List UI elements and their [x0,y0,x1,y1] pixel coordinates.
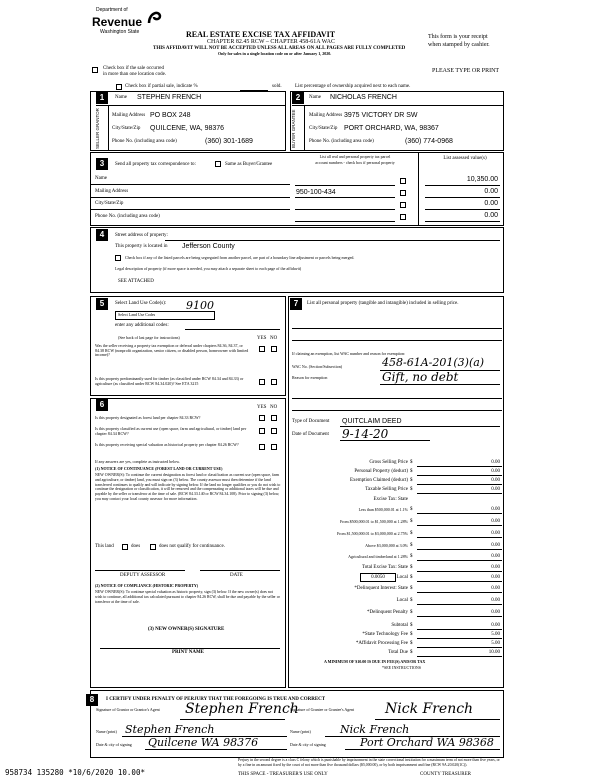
same-as-buyer-checkbox[interactable] [215,161,221,167]
dollar-sign: $ [410,519,413,524]
buyer-mail-label: Mailing Address [309,113,343,118]
calc-value[interactable]: 0.00 [491,554,500,559]
seller-side-label: SELLER GRANTOR [95,108,100,150]
calc-label: Less than $500,000.01 at 1.1% [358,507,408,512]
dollar-sign: $ [410,469,413,474]
sec3-name-label: Name [95,176,107,181]
calc-value[interactable]: 0.00 [491,623,500,628]
located-label: This property is located in [115,244,168,249]
continuance-text: NEW OWNER(S): To continue the current designation as forest land or classification as current use (open space, farm and agriculture, or timber) land, you must sign on (3) below. The county assessor must then determine if the land transferred continues to qualify and will indicate by signing below. If the land no longer qualifies or you do not wish to continue the designation or classification, it will be removed and the compensating or additional taxes will be due and payable by the seller or transferor at the time of sale. (RCW 84.33.140 or RCW 84.34.108). Prior to signing (3) below, you may contact your local county assessor for more information. [95,473,281,501]
dept-line1: Department of [96,7,128,13]
dollar-sign: $ [410,460,413,465]
sec5-yes: YES [257,336,267,341]
new-owner-signature-label: (3) NEW OWNER(S) SIGNATURE [148,627,225,632]
receipt-note-2: when stamped by cashier. [428,42,490,48]
deputy-assessor-label: DEPUTY ASSESSOR [120,573,166,578]
doc-date-label: Date of Document [292,432,329,437]
calc-value[interactable]: 0.00 [491,586,500,591]
section-7-number: 7 [290,298,302,310]
seller-phone-label: Phone No. (including area code) [112,139,177,144]
only-for-note: Only for sales in a single location code on or after January 1, 2020. [218,51,332,56]
personal-property-checkbox[interactable] [400,214,406,220]
this-land-label: This land [95,544,114,549]
dor-swoosh-icon [146,8,162,26]
historic-text: NEW OWNER(S): To continue special valuation as historic property, sign (3) below. If the new owner(s) does not wish to continue, all additional tax calculated pursuant to chapter 84.26 RCW, shall be due and payable by the seller or transferor at the time of sale. [95,590,280,604]
multi-location-label-2: in more than one location code. [103,72,167,77]
seller-mail-label: Mailing Address [112,113,146,118]
form-warning: THIS AFFIDAVIT WILL NOT BE ACCEPTED UNLESS ALL AREAS ON ALL PAGES ARE FULLY COMPLETED [153,46,406,51]
doc-type-value[interactable]: QUITCLAIM DEED [342,418,402,425]
land-use-label: Select Land Use Code(s): [115,301,167,306]
cashier-stamp: 958734 135280 *10/6/2020 10.00* [5,768,145,777]
calc-label: *State Technology Fee [362,632,408,637]
partial-sale-label: Check box if partial sale, indicate % [125,84,198,89]
personal-property-label: List all personal property (tangible and intangible) included in selling price. [307,301,459,306]
same-as-buyer-label: Same as Buyer/Grantee [225,162,273,167]
parcel-head-2: account numbers - check box if personal property [315,160,395,165]
seller-city-label: City/State/Zip [112,126,141,131]
calc-label: Agricultural and timberland at 1.28% [348,554,408,559]
land-use-select-label: Select Land Use Codes [118,312,156,317]
does-label: does [131,544,141,549]
legal-description-label: Legal description of property (if more space is needed, you may attach a separate sheet to each page of the affidavit) [115,266,302,271]
buyer-mail[interactable]: 3975 VICTORY DR SW [344,112,418,119]
see-back-note: (See back of last page for instructions) [118,335,180,340]
dollar-sign: $ [410,554,413,559]
calc-label: Above $3,000,000 at 3.0% [365,543,408,548]
calc-label: *Affidavit Processing Fee [355,641,408,646]
parcel-head-1: List all real and personal property tax parcel [319,154,391,159]
buyer-name[interactable]: NICHOLAS FRENCH [330,94,397,101]
dollar-sign: $ [410,610,413,615]
calc-label: Local [396,575,408,580]
grantee-name-label: Name (print) [290,729,311,734]
sec6-q2-no-checkbox[interactable] [271,428,277,434]
sec5-question-1: Was the seller receiving a property tax exemption or deferral under chapters 84.36, 84.37, or 84.38 RCW (nonprofit organization, senior citizen, or disabled person, homeowner with limited income)? [95,343,249,358]
dor-logo [92,6,162,42]
dept-line3: Washington State [100,29,140,35]
calc-label: Gross Selling Price [369,460,408,465]
section-4-number: 4 [96,229,108,241]
calc-label: Total Due [388,650,408,655]
seller-phone[interactable]: (360) 301-1689 [205,138,253,145]
section-2-number: 2 [292,92,304,104]
wac-label: WAC No. (Section/Subsection) [292,364,343,369]
buyer-city-label: City/State/Zip [309,126,338,131]
multi-location-checkbox[interactable] [92,67,98,73]
grantor-date-label: Date & city of signing [96,742,132,747]
calc-value[interactable]: 0.00 [491,531,500,536]
does-not-qualify-checkbox[interactable] [150,544,156,550]
calc-label: *Delinquent Interest: State [354,586,408,591]
assessor-date-label: DATE [230,573,243,578]
enter-additional-label: enter any additional codes: [115,323,169,328]
dollar-sign: $ [410,531,413,536]
grantor-signature-label: Signature of Grantor or Grantor's Agent [96,707,160,712]
calc-label: Local [396,598,408,603]
section-8-number: 8 [86,694,98,706]
calc-label: From $1,500,000.01 to $3,000,000 at 2.75% [337,531,408,536]
seller-mail[interactable]: PO BOX 248 [150,112,191,119]
calc-value[interactable]: 0.00 [491,598,500,603]
minimum-due-note: A MINIMUM OF $10.00 IS DUE IN FEE(S) AND/OR TAX [324,659,426,664]
reason-value[interactable]: Gift, no debt [382,370,459,384]
dollar-sign: $ [410,478,413,483]
calc-label: Excise Tax: State [373,497,408,502]
sec5-q2-yes-checkbox[interactable] [259,379,265,385]
does-not-label: does not qualify for continuance. [159,544,225,549]
sec6-no: NO [270,405,278,410]
partial-sale-checkbox[interactable] [116,84,122,90]
assessed-value[interactable]: 0.00 [484,200,498,207]
calc-label: From $500,000.01 to $1,500,000 at 1.28% [340,519,408,524]
calc-value[interactable]: 0.00 [491,575,500,580]
calc-value[interactable]: 0.00 [491,519,500,524]
land-use-value[interactable]: 9100 [186,299,214,312]
partial-sold-label: sold. [272,84,282,89]
sec3-city-label: City/State/Zip [95,201,124,206]
personal-property-checkbox[interactable] [400,190,406,196]
perjury-notice: Perjury in the second degree is a class C felony which is punishable by imprisonment in the state correctional institution for a maximum term of not more than five years, or by a fine in an amount fixed by the court of not more than five thousand dollars ($5,000.00), or by both imprisonment and fine (RCW 9A.20.020(1C)). [238,758,500,767]
section-5-number: 5 [96,298,108,310]
print-name-label: PRINT NAME [172,650,204,655]
sec6-q1-yes-checkbox[interactable] [259,415,265,421]
calc-value[interactable]: 0.00 [491,478,500,483]
sec6-q3-yes-checkbox[interactable] [259,444,265,450]
grantor-signature[interactable]: Stephen French [185,701,299,717]
calc-label: Subtotal [391,623,408,628]
form-title: REAL ESTATE EXCISE TAX AFFIDAVIT [186,30,336,39]
calc-label: Exemption Claimed (deduct) [349,478,408,483]
calc-value[interactable]: 0.00 [491,507,500,512]
dollar-sign: $ [410,543,413,548]
calc-value[interactable]: 0.00 [491,543,500,548]
does-qualify-checkbox[interactable] [122,544,128,550]
see-instructions-note: *SEE INSTRUCTIONS [382,665,422,670]
send-correspondence-label: Send all property tax correspondence to: [115,162,196,167]
segregated-label: Check box if any of the listed parcels are being segregated from another parcel, are part of a boundary line adjustment or parcels being merged. [125,255,355,260]
doc-date-value[interactable]: 9-14-20 [342,427,389,441]
doc-type-label: Type of Document [292,419,330,424]
dollar-sign: $ [410,565,413,570]
grantee-signature[interactable]: Nick French [385,701,474,717]
section-1-number: 1 [96,92,108,104]
sec6-question-2: Is this property classified as current use (open space, farm and agricultural, or timber) land per chapter 84.34 RCW? [95,426,247,436]
form-subtitle: CHAPTER 82.45 RCW – CHAPTER 458-61A WAC [207,39,335,45]
dollar-sign: $ [410,507,413,512]
calc-value[interactable]: 5.00 [491,641,500,646]
calc-value[interactable]: 0.00 [491,565,500,570]
grantor-date-city[interactable]: Quilcene WA 98376 [148,736,259,749]
sec6-question-3: Is this property receiving special valuation as historical property per chapter 84.26 RCW? [95,442,239,447]
sec3-phone-label: Phone No. (including area code) [95,214,160,219]
dollar-sign: $ [410,650,413,655]
parcel-number[interactable]: 950-100-434 [296,189,336,196]
calc-label: *Delinquent Penalty [367,610,408,615]
sec6-question-1: Is this property designated as forest land per chapter 84.33 RCW? [95,415,201,420]
sec5-no: NO [270,336,278,341]
sec6-q2-yes-checkbox[interactable] [259,428,265,434]
receipt-note-1: This form is your receipt [428,34,488,40]
dollar-sign: $ [410,632,413,637]
land-use-select[interactable] [115,311,215,320]
sec5-q1-no-checkbox[interactable] [271,346,277,352]
dept-line2: Revenue [92,15,143,29]
calc-value[interactable]: 0.00 [491,487,500,492]
reason-label: Reason for exemption [292,375,328,380]
calc-label: Personal Property (deduct) [354,469,408,474]
sec6-q3-no-checkbox[interactable] [271,444,277,450]
certify-statement: I CERTIFY UNDER PENALTY OF PERJURY THAT THE FOREGOING IS TRUE AND CORRECT [106,697,326,702]
dollar-sign: $ [410,586,413,591]
exemption-label: If claiming an exemption, list WAC number and reason for exemption: [292,351,406,356]
sec5-q2-no-checkbox[interactable] [271,379,277,385]
ownership-pct-note: List percentage of ownership acquired next to each name. [295,84,411,89]
segregated-checkbox[interactable] [115,255,121,261]
assessed-value[interactable]: 0.00 [484,212,498,219]
total-due-value[interactable]: 10.00 [488,650,500,655]
please-type: PLEASE TYPE OR PRINT [432,68,500,74]
wac-value[interactable]: 458-61A-201(3)(a) [382,356,485,369]
dollar-sign: $ [410,575,413,580]
grantee-date-label: Date & city of signing [290,742,326,747]
dollar-sign: $ [410,487,413,492]
seller-name-label: Name [115,95,127,100]
calc-label: Taxable Selling Price [365,487,408,492]
personal-property-checkbox[interactable] [400,178,406,184]
buyer-phone[interactable]: (360) 774-0968 [405,138,453,145]
sec5-question-2: Is this property predominantly used for timber (as classified under RCW 84.34 and 84.33) or agriculture (as classified under RCW 84.34.020)? See ETA 3215 [95,376,244,386]
sec6-q1-no-checkbox[interactable] [271,415,277,421]
treasurer-only: THIS SPACE - TREASURER'S USE ONLY [238,772,328,777]
grantor-name-label: Name (print) [96,729,117,734]
buyer-city[interactable]: PORT ORCHARD, WA, 98367 [344,125,439,132]
sec6-yes: YES [257,405,267,410]
dollar-sign: $ [410,598,413,603]
sec5-q1-yes-checkbox[interactable] [259,346,265,352]
grantor-name[interactable]: Stephen French [125,723,215,736]
legal-description[interactable]: SEE ATTACHED [118,279,154,284]
section-6-number: 6 [96,399,108,411]
buyer-name-label: Name [309,95,321,100]
continuance-heading: (1) NOTICE OF CONTINUANCE (FOREST LAND OR CURRENT USE) [95,466,223,471]
dollar-sign: $ [410,623,413,628]
grantee-date-city[interactable]: Port Orchard WA 98368 [360,736,494,749]
if-yes-note: If any answers are yes, complete as instructed below. [95,459,180,464]
calc-value[interactable]: 5.00 [491,632,500,637]
buyer-side-label: BUYER GRANTEE [291,109,296,149]
calc-value[interactable]: 0.00 [491,610,500,615]
buyer-phone-label: Phone No. (including area code) [309,139,374,144]
county-treasurer: COUNTY TREASURER [420,772,471,777]
assessed-value[interactable]: 10,350.00 [466,176,498,183]
local-rate: 0.0050 [371,575,385,580]
county-value[interactable]: Jefferson County [182,243,235,250]
calc-value[interactable]: 0.00 [491,469,500,474]
assessed-value[interactable]: 0.00 [484,188,498,195]
assessed-head: List assessed value(s) [443,156,487,161]
sec3-mail-label: Mailing Address [95,189,129,194]
street-address-label: Street address of property: [115,233,168,238]
historic-heading: (2) NOTICE OF COMPLIANCE (HISTORIC PROPERTY) [95,583,199,588]
multi-location-label: Check box if the sale occurred [103,66,164,71]
calc-label: Total Excise Tax: State [361,565,408,570]
personal-property-checkbox[interactable] [400,202,406,208]
section-3-number: 3 [96,158,108,170]
seller-city[interactable]: QUILCENE, WA, 98376 [150,125,225,132]
grantee-signature-label: Signature of Grantee or Grantee's Agent [290,707,355,712]
grantee-name[interactable]: Nick French [340,723,410,736]
dollar-sign: $ [410,641,413,646]
calc-value[interactable]: 0.00 [491,460,500,465]
seller-name[interactable]: STEPHEN FRENCH [137,94,202,101]
